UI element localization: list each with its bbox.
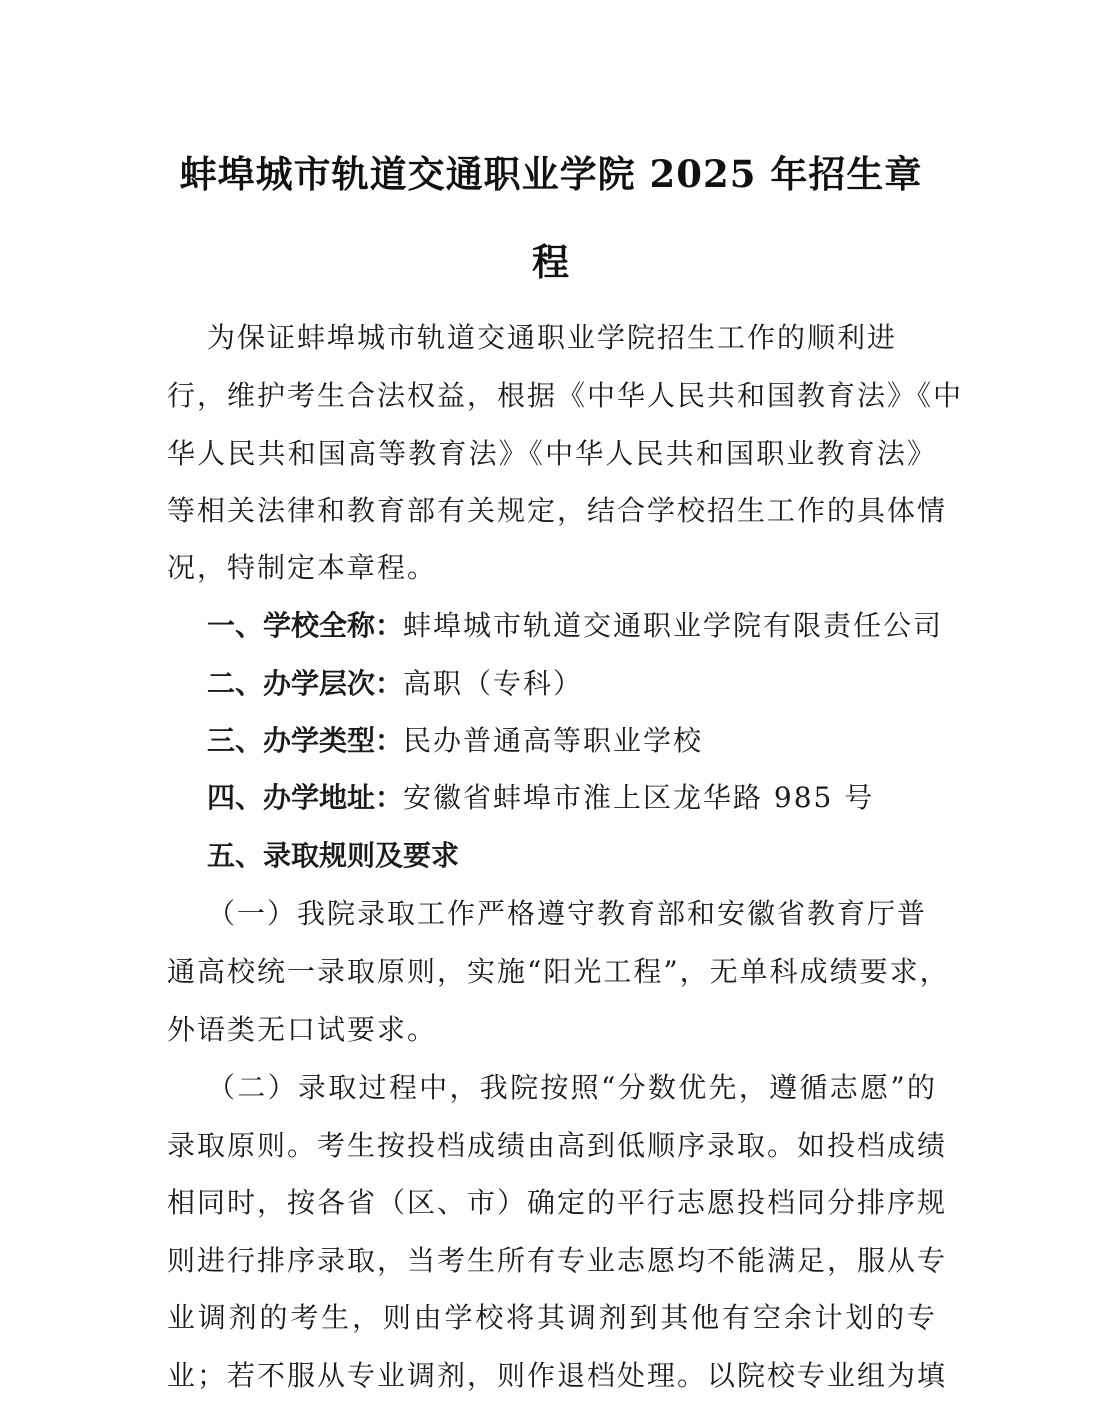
section-school-name xyxy=(207,606,944,646)
section-value: 蚌埠城市轨道交通职业学院有限责任公司 xyxy=(403,609,944,642)
section-value: 高职（专科） xyxy=(403,667,584,700)
section-heading: 四、办学地址： xyxy=(207,781,404,814)
section-admission-rules xyxy=(207,836,937,876)
section-heading: 五、录取规则及要求 xyxy=(207,839,460,872)
rule2-line-2: 录取原则。考生按投档成绩由高到低顺序录取。如投档成绩 xyxy=(167,1129,948,1162)
section-school-level xyxy=(207,664,937,704)
section-heading: 一、学校全称： xyxy=(207,609,404,642)
rule2-line-6: 业；若不服从专业调剂，则作退档处理。以院校专业组为填 xyxy=(167,1359,948,1392)
rule2-line-1: （二）录取过程中，我院按照“分数优先，遵循志愿”的 xyxy=(207,1071,937,1104)
intro-line-4: 等相关法律和教育部有关规定，结合学校招生工作的具体情 xyxy=(167,494,948,527)
section-school-type xyxy=(207,721,937,761)
intro-line-3: 华人民共和国高等教育法》《中华人民共和国职业教育法》 xyxy=(167,437,937,470)
section-heading: 二、办学层次： xyxy=(207,667,404,700)
document-title-line-2: 程 xyxy=(532,240,570,284)
rule2-line-4: 则进行排序录取，当考生所有专业志愿均不能满足，服从专 xyxy=(167,1244,948,1277)
intro-line-5: 况，特制定本章程。 xyxy=(167,551,438,584)
rule1-line-3: 外语类无口试要求。 xyxy=(167,1013,438,1046)
intro-line-1: 为保证蚌埠城市轨道交通职业学院招生工作的顺利进 xyxy=(207,321,898,354)
section-value: 安徽省蚌埠市淮上区龙华路 985 号 xyxy=(403,781,875,814)
section-school-address xyxy=(207,778,937,818)
intro-line-2: 行，维护考生合法权益，根据《中华人民共和国教育法》《中 xyxy=(167,379,964,412)
section-value: 民办普通高等职业学校 xyxy=(403,724,704,757)
section-heading: 三、办学类型： xyxy=(207,724,404,757)
rule1-line-1: （一）我院录取工作严格遵守教育部和安徽省教育厅普 xyxy=(207,897,928,930)
rule2-line-5: 业调剂的考生，则由学校将其调剂到其他有空余计划的专 xyxy=(167,1301,937,1334)
document-title-line-1: 蚌埠城市轨道交通职业学院 2025 年招生章 xyxy=(179,152,923,196)
rule2-line-3: 相同时，按各省（区、市）确定的平行志愿投档同分排序规 xyxy=(167,1186,948,1219)
rule1-line-2: 通高校统一录取原则，实施“阳光工程”，无单科成绩要求， xyxy=(167,955,950,988)
